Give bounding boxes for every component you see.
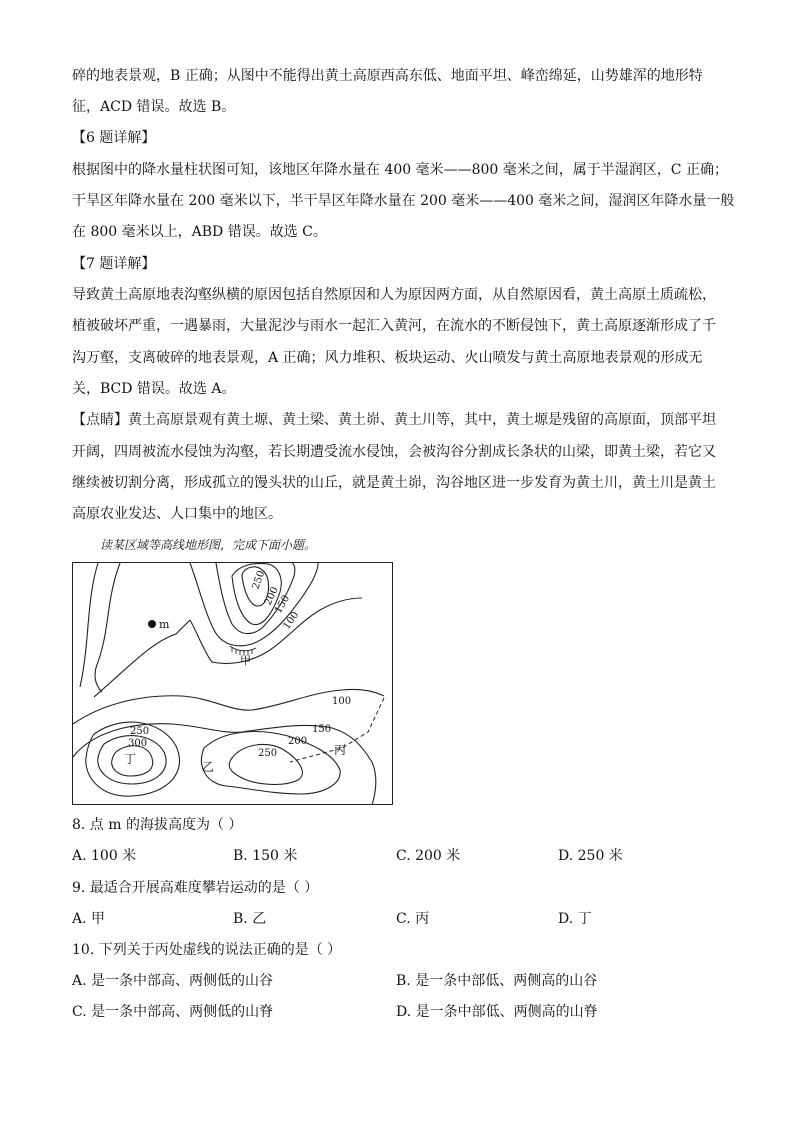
option: B. 乙 [233,911,267,927]
question-stem: 10. 下列关于丙处虚线的说法正确的是（ ） [72,942,342,958]
contour-label: 250 [130,726,150,737]
option: A. 甲 [72,911,106,927]
contour-label: 150 [273,593,293,616]
contour-map [72,562,393,805]
map-caption: 读某区域等高线地形图，完成下面小题。 [100,538,317,552]
paragraph-line: 导致黄土高原地表沟壑纵横的原因包括自然原因和人为原因两方面，从自然原因看，黄土高原土质疏松， [72,287,716,303]
section-heading: 【7 题详解】 [72,256,156,272]
contour-label: 300 [128,738,148,749]
paragraph-line: 高原农业发达、人口集中的地区。 [72,506,282,522]
contour-label: 200 [262,585,281,608]
option: A. 是一条中部高、两侧低的山谷 [72,973,274,989]
paragraph-line: 干旱区年降水量在 200 毫米以下，半干旱区年降水量在 200 毫米——400 毫米之间，湿润区年降水量一般 [72,193,735,209]
contour-label: 200 [288,736,308,747]
option: C. 是一条中部高、两侧低的山脊 [72,1004,274,1020]
contour-label: 100 [281,609,302,632]
option: C. 200 米 [396,848,461,864]
option: D. 丁 [558,911,592,927]
option: B. 是一条中部低、两侧高的山谷 [396,973,598,989]
paragraph-line: 沟万壑，支离破碎的地表景观，A 正确；风力堆积、板块运动、火山喷发与黄土高原地表景观的形成无 [72,350,703,366]
point-m-label: m [159,618,170,631]
question-stem: 8. 点 m 的海拔高度为（ ） [72,817,243,833]
paragraph-line: 开阔，四周被流水侵蚀为沟壑，若长期遭受流水侵蚀，会被沟谷分割成长条状的山梁，即黄土梁，若它又 [72,444,716,460]
question-stem: 9. 最适合开展高难度攀岩运动的是（ ） [72,880,319,896]
paragraph-line: 继续被切割分离，形成孤立的馒头状的山丘，就是黄土峁，沟谷地区进一步发育为黄土川，黄土川是黄土 [72,475,716,491]
option: B. 150 米 [233,848,298,864]
option: D. 250 米 [558,848,623,864]
paragraph-line: 在 800 毫米以上，ABD 错误。故选 C。 [72,224,327,240]
contour-label: 100 [332,696,352,707]
place-label-bing: 丙 [334,743,347,757]
paragraph-line: 根据图中的降水量柱状图可知，该地区年降水量在 400 毫米——800 毫米之间，属于半湿润区，C 正确； [72,162,728,178]
option: A. 100 米 [72,848,137,864]
paragraph-line: 植被破坏严重，一遇暴雨，大量泥沙与雨水一起汇入黄河，在流水的不断侵蚀下，黄土高原逐渐形成了千 [72,318,716,334]
option: D. 是一条中部低、两侧高的山脊 [396,1004,598,1020]
paragraph-line: 关，BCD 错误。故选 A。 [72,381,236,397]
paragraph-line: 征，ACD 错误。故选 B。 [72,99,236,115]
contour-label: 150 [312,724,332,735]
paragraph-line: 【点睛】黄土高原景观有黄土塬、黄土梁、黄土峁、黄土川等，其中，黄土塬是残留的高原面，顶部平坦 [72,412,716,428]
paragraph-line: 碎的地表景观，B 正确；从图中不能得出黄土高原西高东低、地面平坦、峰峦绵延，山势雄浑的地形特 [72,68,703,84]
contour-label: 250 [258,748,278,759]
map-frame [73,563,393,805]
place-label-jia: 甲 [240,654,251,667]
point-m [148,620,156,628]
place-label-yi: 乙 [202,760,215,774]
option: C. 丙 [396,911,430,927]
place-label-ding: 丁 [124,752,137,766]
contour-label: 250 [250,569,268,592]
section-heading: 【6 题详解】 [72,130,156,146]
